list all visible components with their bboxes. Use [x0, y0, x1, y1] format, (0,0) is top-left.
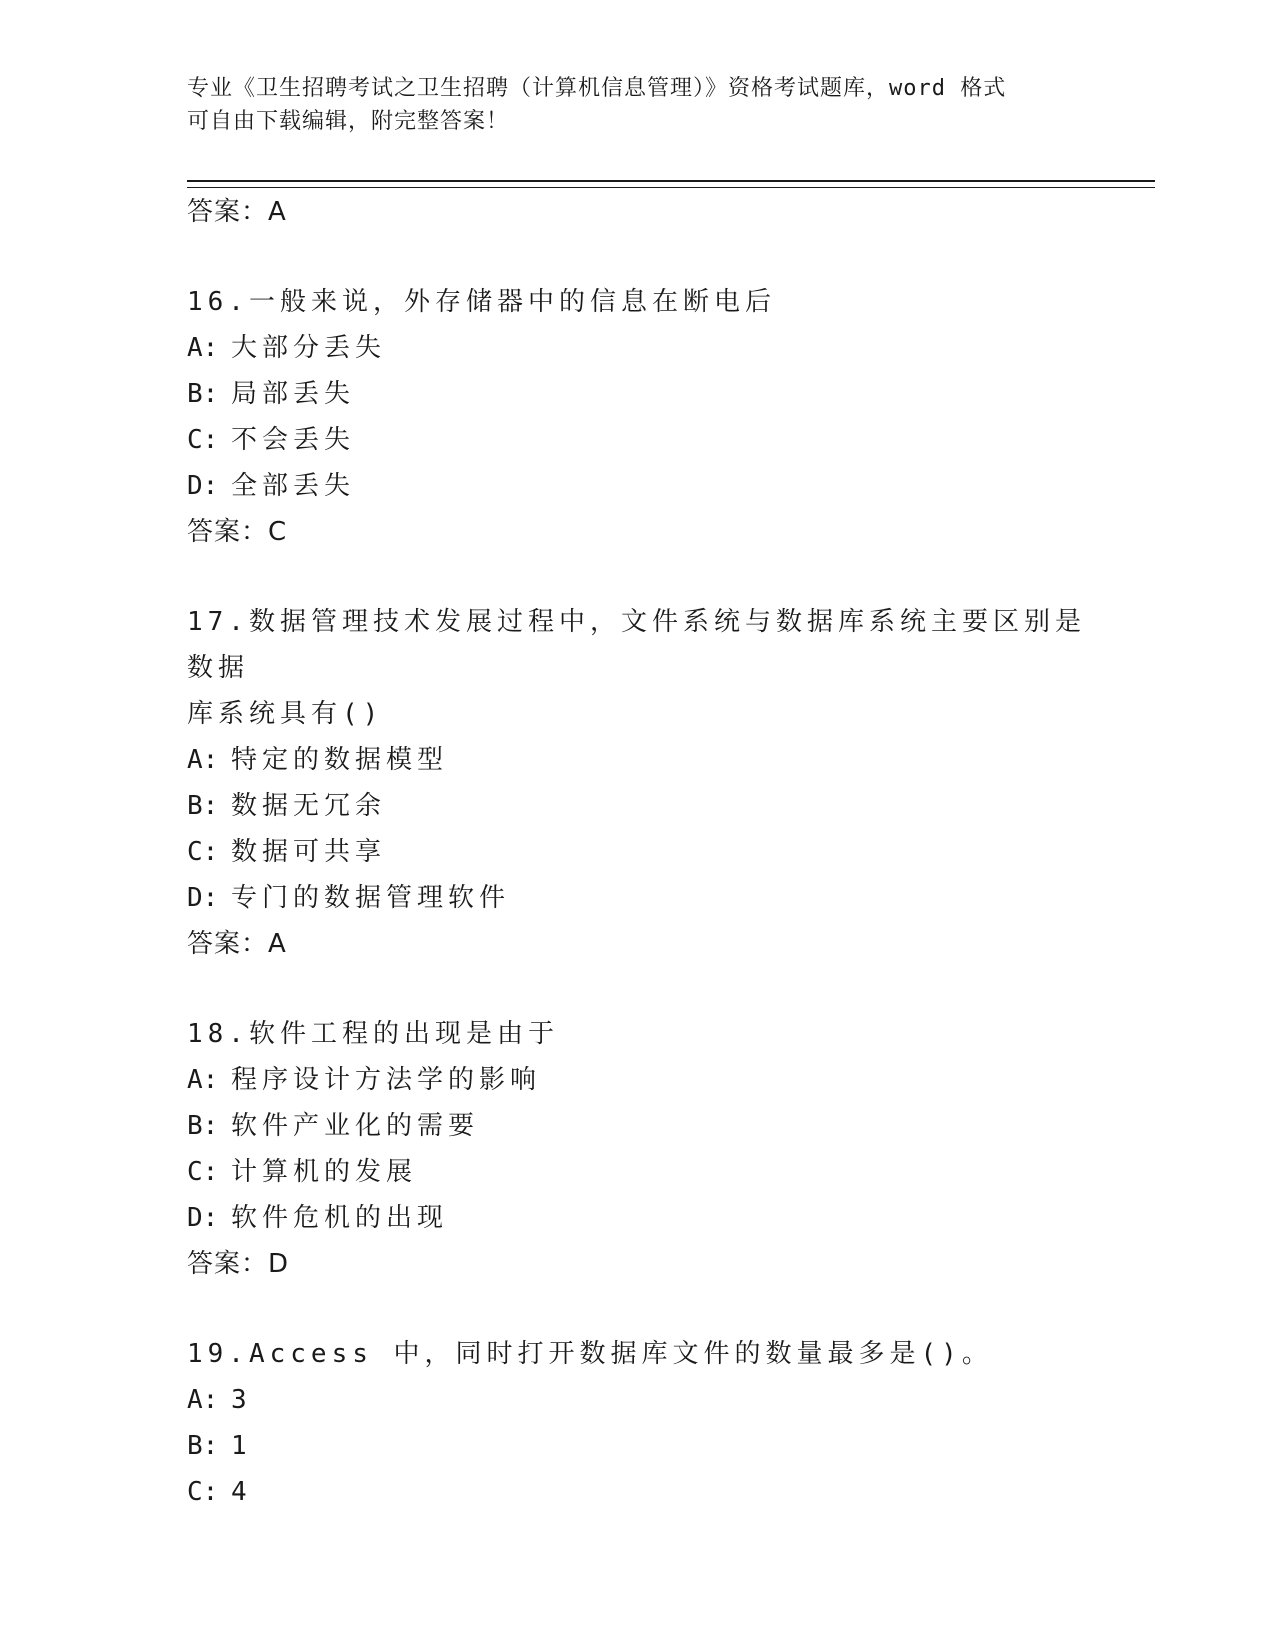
question-text-continued: 库系统具有()	[187, 699, 384, 729]
option-key: A:	[187, 745, 219, 775]
option-key: A:	[187, 1065, 219, 1095]
option-text: 软件危机的出现	[231, 1203, 449, 1233]
option-key: D:	[187, 471, 219, 501]
option-item	[187, 1377, 1087, 1423]
option-item	[187, 783, 1087, 829]
question-block	[187, 1011, 1087, 1287]
option-item	[187, 1423, 1087, 1469]
option-item	[187, 1195, 1087, 1241]
answer-line: 答案：A	[187, 197, 287, 227]
option-item	[187, 463, 1087, 509]
header-line-1: 专业《卫生招聘考试之卫生招聘（计算机信息管理）》资格考试题库，word 格式	[187, 76, 1007, 101]
option-text: 全部丢失	[231, 471, 356, 501]
option-text: 大部分丢失	[231, 333, 387, 363]
question-text: 16.一般来说，外存储器中的信息在断电后	[187, 287, 776, 317]
option-item	[187, 737, 1087, 783]
option-text: 4	[231, 1477, 252, 1507]
option-key: A:	[187, 333, 219, 363]
option-key: C:	[187, 837, 219, 867]
option-item	[187, 829, 1087, 875]
option-key: C:	[187, 1157, 219, 1187]
question-list	[187, 189, 1087, 1515]
header-divider	[187, 180, 1155, 188]
option-key: D:	[187, 1203, 219, 1233]
question-block	[187, 279, 1087, 555]
option-text: 软件产业化的需要	[231, 1111, 480, 1141]
page-header	[187, 72, 1087, 138]
spacer	[187, 967, 1087, 1011]
answer-line: 答案：A	[187, 929, 287, 959]
option-key: B:	[187, 379, 219, 409]
question-block	[187, 1331, 1087, 1515]
option-text: 数据可共享	[231, 837, 387, 867]
question-text: 17.数据管理技术发展过程中，文件系统与数据库系统主要区别是数据	[187, 607, 1086, 683]
option-item	[187, 1149, 1087, 1195]
option-key: B:	[187, 1431, 219, 1461]
option-text: 专门的数据管理软件	[231, 883, 511, 913]
option-text: 局部丢失	[231, 379, 356, 409]
question-text: 18.软件工程的出现是由于	[187, 1019, 559, 1049]
option-text: 1	[231, 1431, 252, 1461]
option-key: B:	[187, 791, 219, 821]
option-text: 特定的数据模型	[231, 745, 449, 775]
option-key: D:	[187, 883, 219, 913]
option-item	[187, 875, 1087, 921]
question-block	[187, 599, 1087, 967]
option-key: B:	[187, 1111, 219, 1141]
option-text: 数据无冗余	[231, 791, 387, 821]
spacer	[187, 1287, 1087, 1331]
option-item	[187, 1469, 1087, 1515]
answer-line: 答案：C	[187, 517, 288, 547]
option-text: 不会丢失	[231, 425, 356, 455]
option-key: C:	[187, 425, 219, 455]
option-item	[187, 325, 1087, 371]
question-text: 19.Access 中，同时打开数据库文件的数量最多是()。	[187, 1339, 993, 1369]
answer-line: 答案：D	[187, 1249, 290, 1279]
option-item	[187, 1103, 1087, 1149]
spacer	[187, 235, 1087, 279]
option-item	[187, 371, 1087, 417]
option-item	[187, 417, 1087, 463]
option-text: 程序设计方法学的影响	[231, 1065, 542, 1095]
spacer	[187, 555, 1087, 599]
option-text: 计算机的发展	[231, 1157, 418, 1187]
option-item	[187, 1057, 1087, 1103]
header-line-2: 可自由下载编辑，附完整答案！	[187, 109, 510, 134]
option-text: 3	[231, 1385, 252, 1415]
option-key: A:	[187, 1385, 219, 1415]
option-key: C:	[187, 1477, 219, 1507]
